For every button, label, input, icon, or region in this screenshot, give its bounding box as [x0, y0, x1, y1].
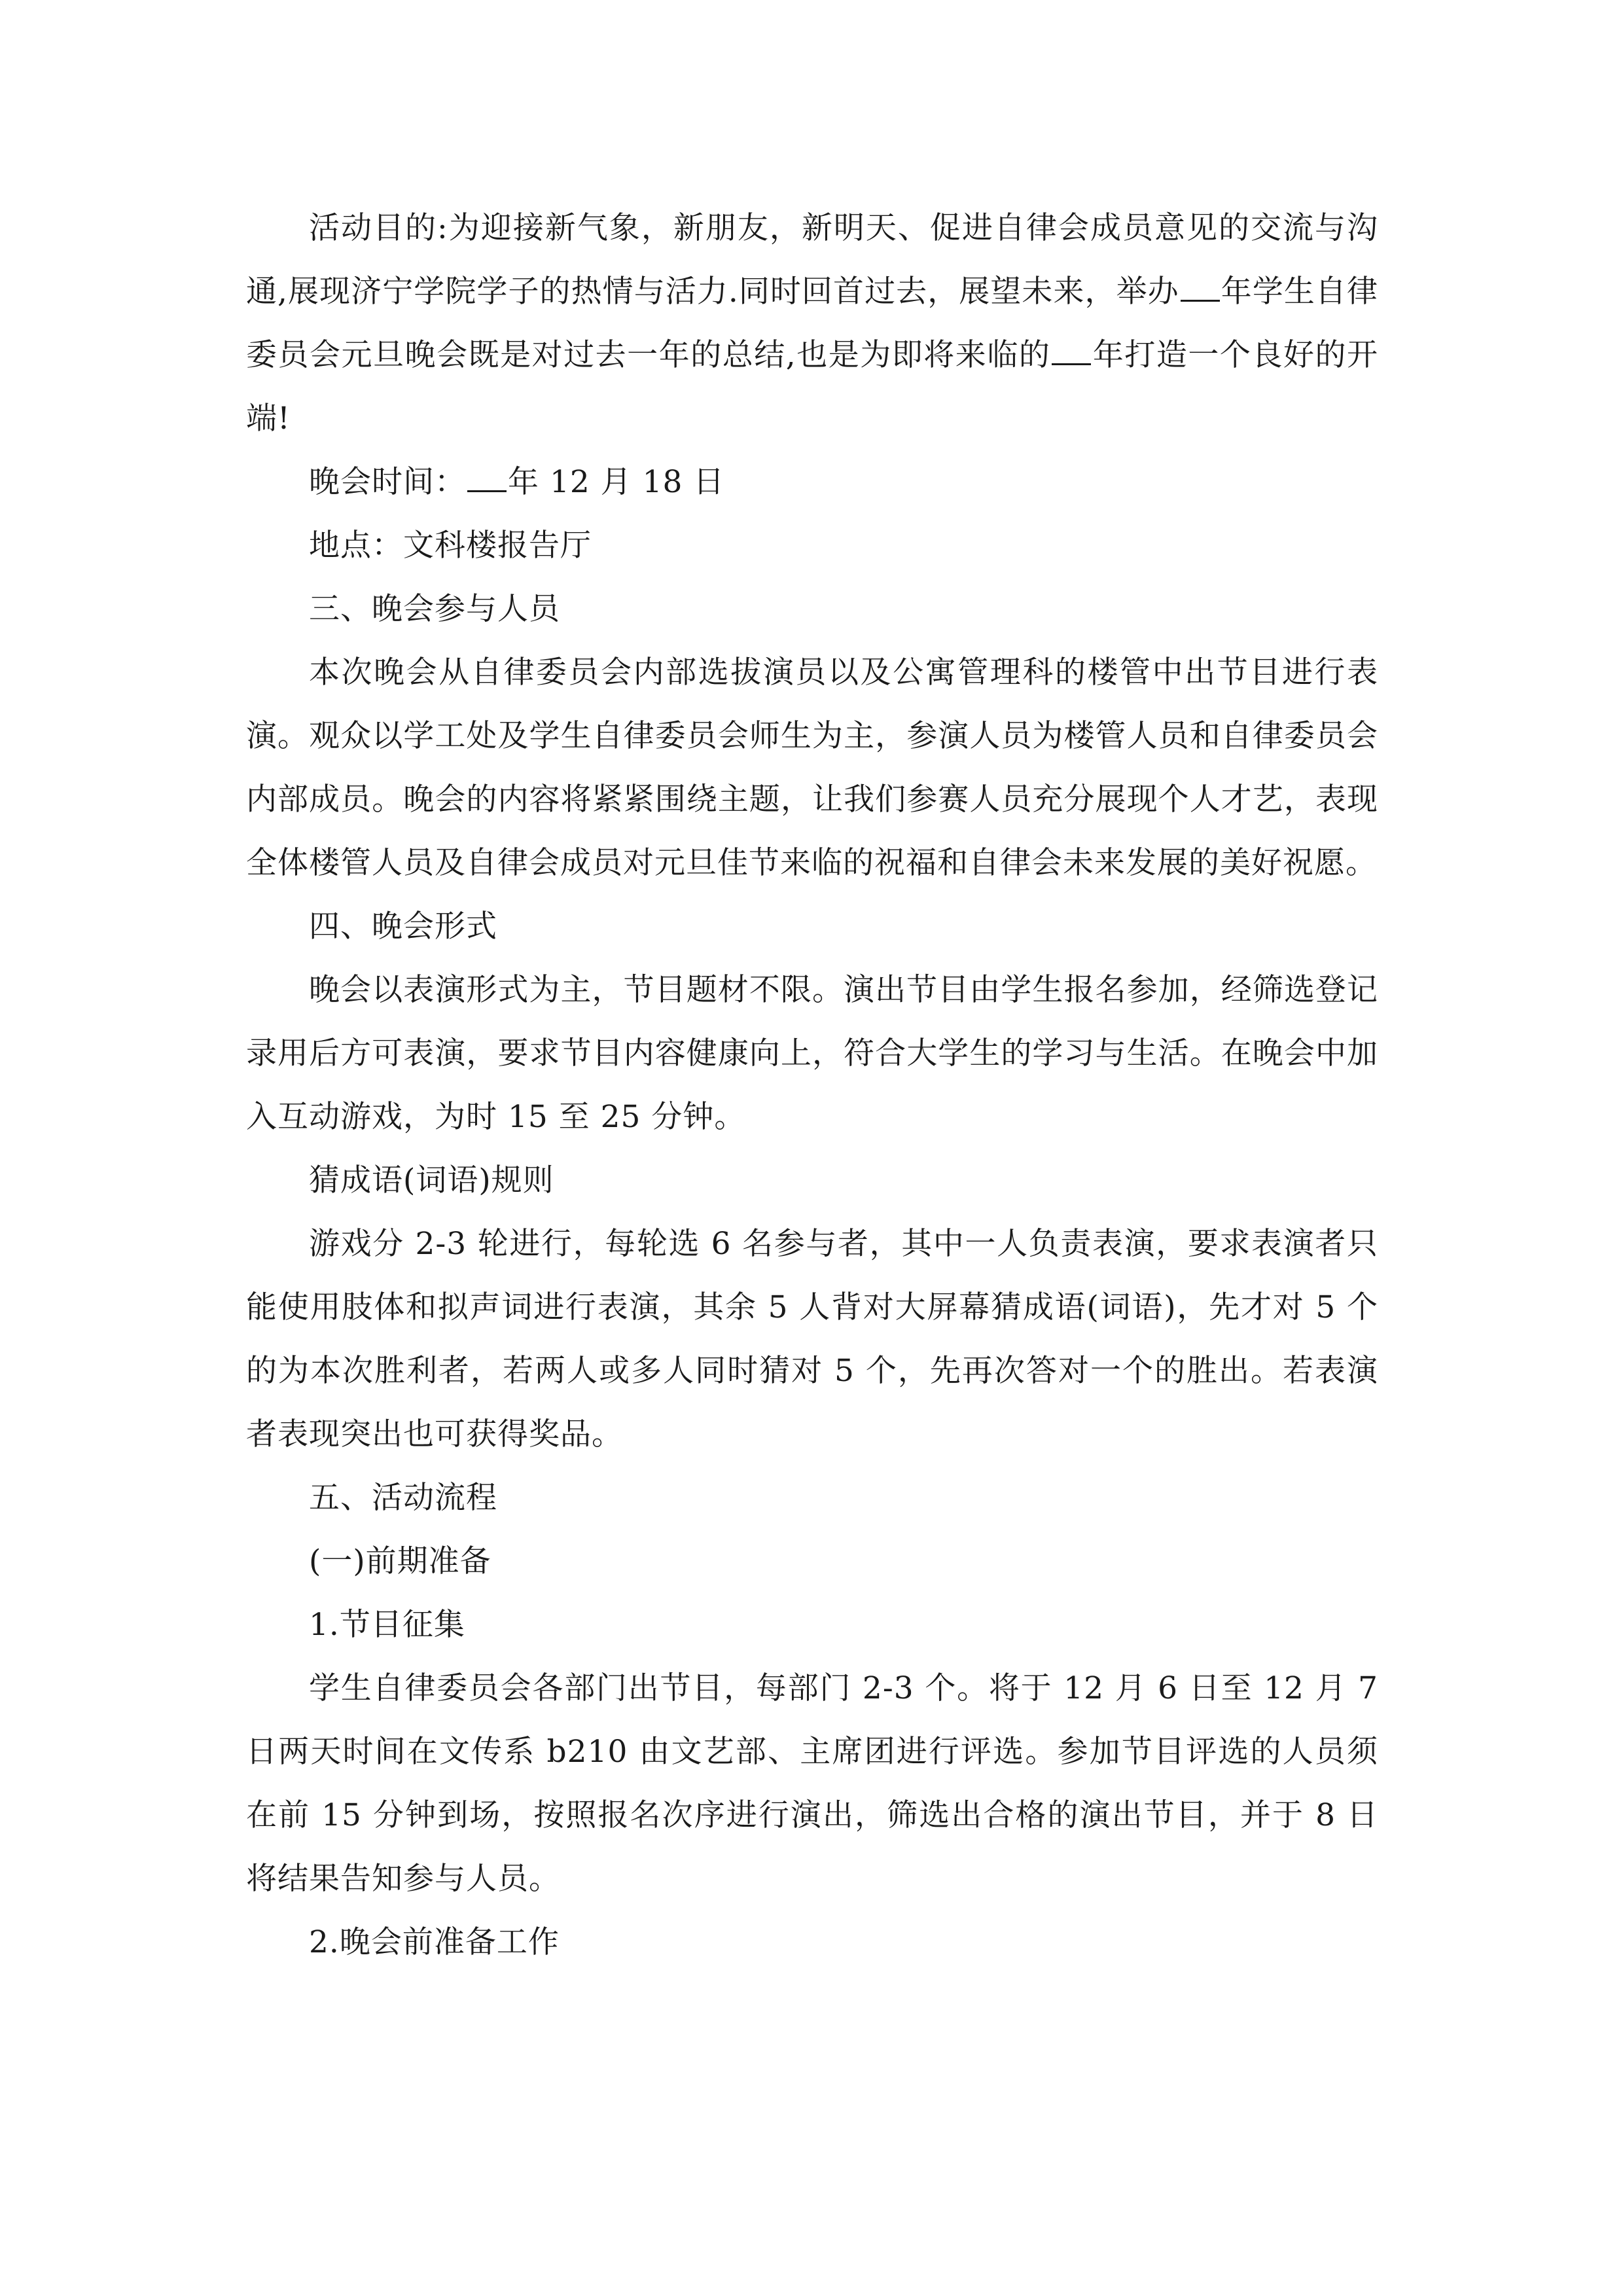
text-run: 晚会以表演形式为主，节目题材不限。演出节目由学生报名参加，经筛选登记录用后方可表演，要求节目内容健康向上，符合大学生的学习与生活。在晚会中加入互动游戏，为时 15 至 25 分钟。: [246, 972, 1378, 1135]
text-run: 游戏分 2-3 轮进行，每轮选 6 名参与者，其中一人负责表演，要求表演者只能使用肢体和拟声词进行表演，其余 5 人背对大屏幕猜成语(词语)，先才对 5 个的为本次胜利者，若两人或多人同时猜对 5 个，先再次答对一个的胜出。若表演者表现突出也可获得奖品。: [246, 1226, 1378, 1452]
text-run: 猜成语(词语)规则: [309, 1162, 554, 1198]
paragraph-time: [246, 450, 1378, 514]
item-heading: [246, 1910, 1378, 1974]
item-heading: [246, 1593, 1378, 1657]
paragraph-collection: [246, 1657, 1378, 1910]
section-heading: [246, 1466, 1378, 1530]
text-run: 学生自律委员会各部门出节目，每部门 2-3 个。将于 12 月 6 日至 12 月 7 日两天时间在文传系 b210 由文艺部、主席团进行评选。参加节目评选的人员须在前 15 分钟到场，按照报名次序进行演出，筛选出合格的演出节目，并于 8 日将结果告知参与人员。: [246, 1670, 1378, 1897]
text-run: 年打造一个良好的开端!: [246, 337, 1378, 437]
paragraph-participants: [246, 641, 1378, 895]
text-run: 晚会时间：: [309, 464, 466, 500]
paragraph-place: [246, 514, 1378, 577]
text-run: 年 12 月 18 日: [508, 464, 725, 500]
paragraph-format: [246, 958, 1378, 1149]
heading-text: 五、活动流程: [309, 1480, 497, 1516]
section-heading: [246, 895, 1378, 958]
heading-text: 2.晚会前准备工作: [309, 1924, 560, 1960]
heading-text: 四、晚会形式: [309, 908, 497, 944]
fill-in-blank: [1052, 337, 1091, 365]
fill-in-blank: [467, 464, 507, 492]
heading-text: 1.节目征集: [309, 1607, 465, 1643]
text-run: 本次晚会从自律委员会内部选拔演员以及公寓管理科的楼管中出节目进行表演。观众以学工处及学生自律委员会师生为主，参演人员为楼管人员和自律委员会内部成员。晚会的内容将紧紧围绕主题，让我们参赛人员充分展现个人才艺，表现全体楼管人员及自律会成员对元旦佳节来临的祝福和自律会未来发展的美好祝愿。: [246, 655, 1378, 881]
text-run: 年学生自律委员会元旦晚会既是对过去一年的总结,也是为即将来临的: [246, 274, 1378, 373]
text-run: 活动目的:为迎接新气象，新朋友，新明天、促进自律会成员意见的交流与沟通,展现济宁学院学子的热情与活力.同时回首过去，展望未来，举办: [246, 210, 1378, 310]
fill-in-blank: [1181, 274, 1220, 302]
paragraph-game-title: [246, 1149, 1378, 1212]
section-heading: [246, 577, 1378, 641]
document-body: [246, 196, 1378, 1974]
paragraph-purpose: [246, 196, 1378, 450]
heading-text: (一)前期准备: [309, 1543, 491, 1579]
text-run: 地点：文科楼报告厅: [309, 528, 592, 564]
paragraph-game-rules: [246, 1212, 1378, 1466]
subsection-heading: [246, 1530, 1378, 1593]
heading-text: 三、晚会参与人员: [309, 591, 560, 627]
